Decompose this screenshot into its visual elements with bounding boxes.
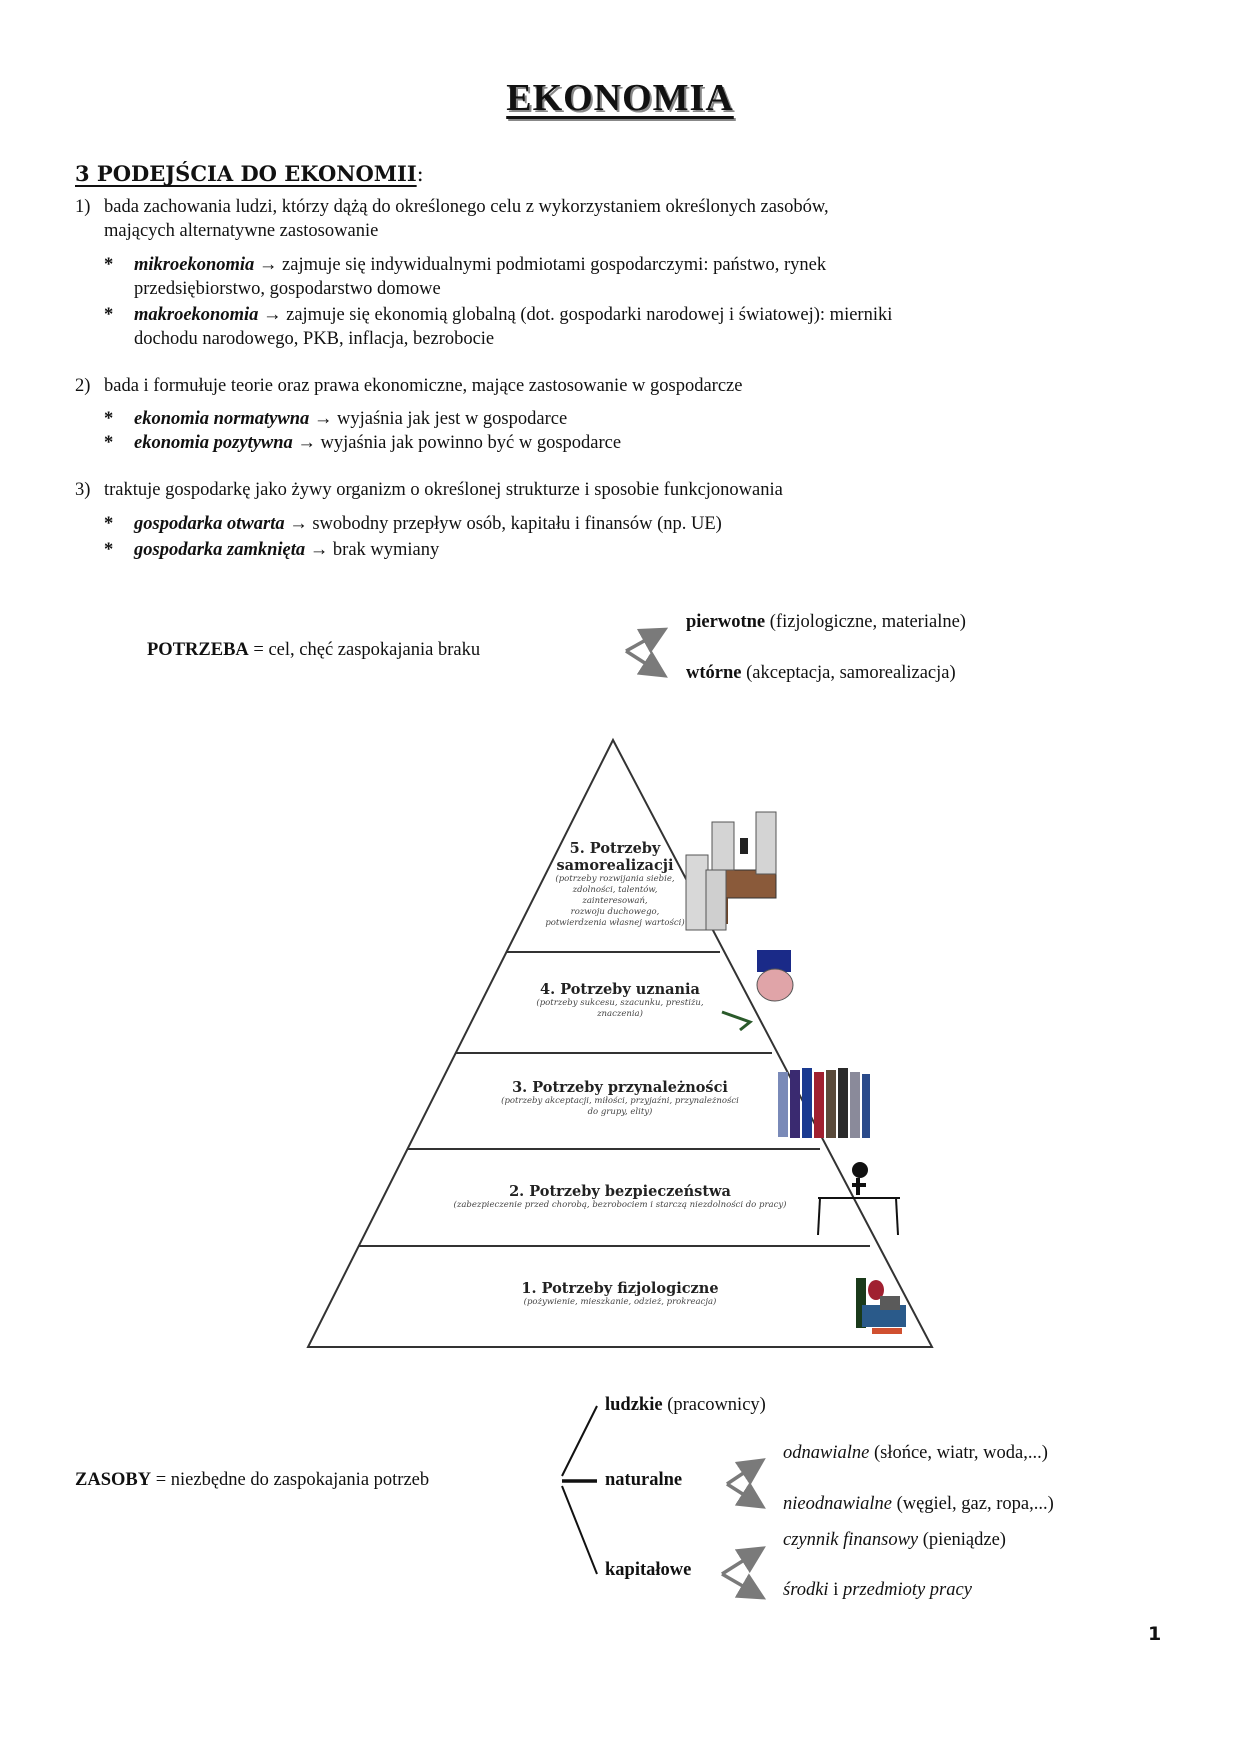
bullet-item-cont: dochodu narodowego, PKB, inflacja, bezrobocie bbox=[134, 329, 495, 349]
item-text: bada zachowania ludzi, którzy dążą do określonego celu z wykorzystaniem określonych zasobów, bbox=[104, 197, 829, 217]
bullet-item: ekonomia normatywna → wyjaśnia jak jest w gospodarce bbox=[134, 409, 568, 429]
arrow-up-icon bbox=[722, 1550, 760, 1574]
bullet-item: mikroekonomia → zajmuje się indywidualnymi podmiotami gospodarczymi: państwo, rynek bbox=[134, 255, 827, 275]
item-number: 1) bbox=[75, 197, 91, 217]
page-title: EKONOMIA bbox=[506, 77, 734, 119]
bullet-marker: * bbox=[104, 514, 114, 534]
desk-papers-icon bbox=[686, 812, 776, 930]
resource-nonrenewable: nieodnawialne (węgiel, gaz, ropa,...) bbox=[783, 1494, 1054, 1514]
maslow-pyramid bbox=[308, 740, 932, 1347]
pyramid-level-2: 2. Potrzeby bezpieczeństwa (zabezpieczenie przed chorobą, bezrobociem i starczą niezdolności do pracy) bbox=[453, 1183, 787, 1210]
need-branch-arrows bbox=[626, 631, 662, 674]
item-text: traktuje gospodarkę jako żywy organizm o określonej strukturze i sposobie funkcjonowania bbox=[104, 480, 783, 500]
item-number: 2) bbox=[75, 376, 91, 396]
resource-capital: kapitałowe bbox=[605, 1560, 692, 1580]
resource-financial: czynnik finansowy (pieniądze) bbox=[783, 1530, 1006, 1550]
pyramid-level-5: 5. Potrzeby samorealizacji (potrzeby rozwijania siebie, zdolności, talentów, zainteresowań, rozwoju duchowego, potwierdzenia własnej wartości) bbox=[545, 840, 685, 928]
bullet-marker: * bbox=[104, 305, 114, 325]
section-heading: 3 PODEJŚCIA DO EKONOMII: bbox=[75, 161, 424, 186]
bullet-marker: * bbox=[104, 409, 114, 429]
pyramid-level-4: 4. Potrzeby uznania (potrzeby sukcesu, szacunku, prestiżu, znaczenia) bbox=[536, 981, 704, 1019]
bullet-marker: * bbox=[104, 255, 114, 275]
bullet-item: makroekonomia → zajmuje się ekonomią globalną (dot. gospodarki narodowej i światowej): mierniki bbox=[134, 305, 893, 325]
pyramid-level-3: 3. Potrzeby przynależności (potrzeby akceptacji, miłości, przyjaźni, przynależności do grupy, elity) bbox=[501, 1079, 739, 1117]
arrow-down-icon bbox=[727, 1484, 760, 1505]
page-number: 1 bbox=[1148, 1623, 1162, 1645]
need-definition: POTRZEBA = cel, chęć zaspokajania braku bbox=[147, 640, 481, 660]
bullet-marker: * bbox=[104, 540, 114, 560]
arrow-up-icon bbox=[727, 1462, 760, 1484]
arrow-down-icon bbox=[626, 651, 662, 674]
bullet-item: gospodarka otwarta → swobodny przepływ osób, kapitału i finansów (np. UE) bbox=[134, 514, 722, 534]
resource-renewable: odnawialne (słońce, wiatr, woda,...) bbox=[783, 1443, 1048, 1463]
person-on-table-icon bbox=[818, 1163, 900, 1235]
need-branch-secondary: wtórne (akceptacja, samorealizacja) bbox=[686, 663, 956, 683]
pyramid-outline bbox=[308, 740, 932, 1347]
people-group-icon bbox=[778, 1068, 870, 1138]
resources-tree-lines bbox=[562, 1406, 760, 1596]
arrow-down-icon bbox=[722, 1574, 760, 1596]
item-number: 3) bbox=[75, 480, 91, 500]
bullet-item-cont: przedsiębiorstwo, gospodarstwo domowe bbox=[134, 279, 441, 299]
resources-definition: ZASOBY = niezbędne do zaspokajania potrzeb bbox=[75, 1470, 430, 1490]
pyramid-level-1: 1. Potrzeby fizjologiczne (pożywienie, mieszkanie, odzież, prokreacja) bbox=[521, 1280, 719, 1307]
resource-human: ludzkie (pracownicy) bbox=[605, 1395, 766, 1415]
item-text: bada i formułuje teorie oraz prawa ekonomiczne, mające zastosowanie w gospodarcze bbox=[104, 376, 743, 396]
resource-natural: naturalne bbox=[605, 1470, 683, 1490]
arrow-up-icon bbox=[626, 631, 662, 651]
item-text: mających alternatywne zastosowanie bbox=[104, 221, 379, 241]
need-branch-primary: pierwotne (fizjologiczne, materialne) bbox=[686, 612, 966, 632]
bullet-item: ekonomia pozytywna → wyjaśnia jak powinno być w gospodarce bbox=[134, 433, 622, 453]
bullet-item: gospodarka zamknięta → brak wymiany bbox=[134, 540, 440, 560]
resource-means-of-work: środki i przedmioty pracy bbox=[783, 1580, 972, 1600]
food-wine-icon bbox=[856, 1278, 906, 1334]
bullet-marker: * bbox=[104, 433, 114, 453]
